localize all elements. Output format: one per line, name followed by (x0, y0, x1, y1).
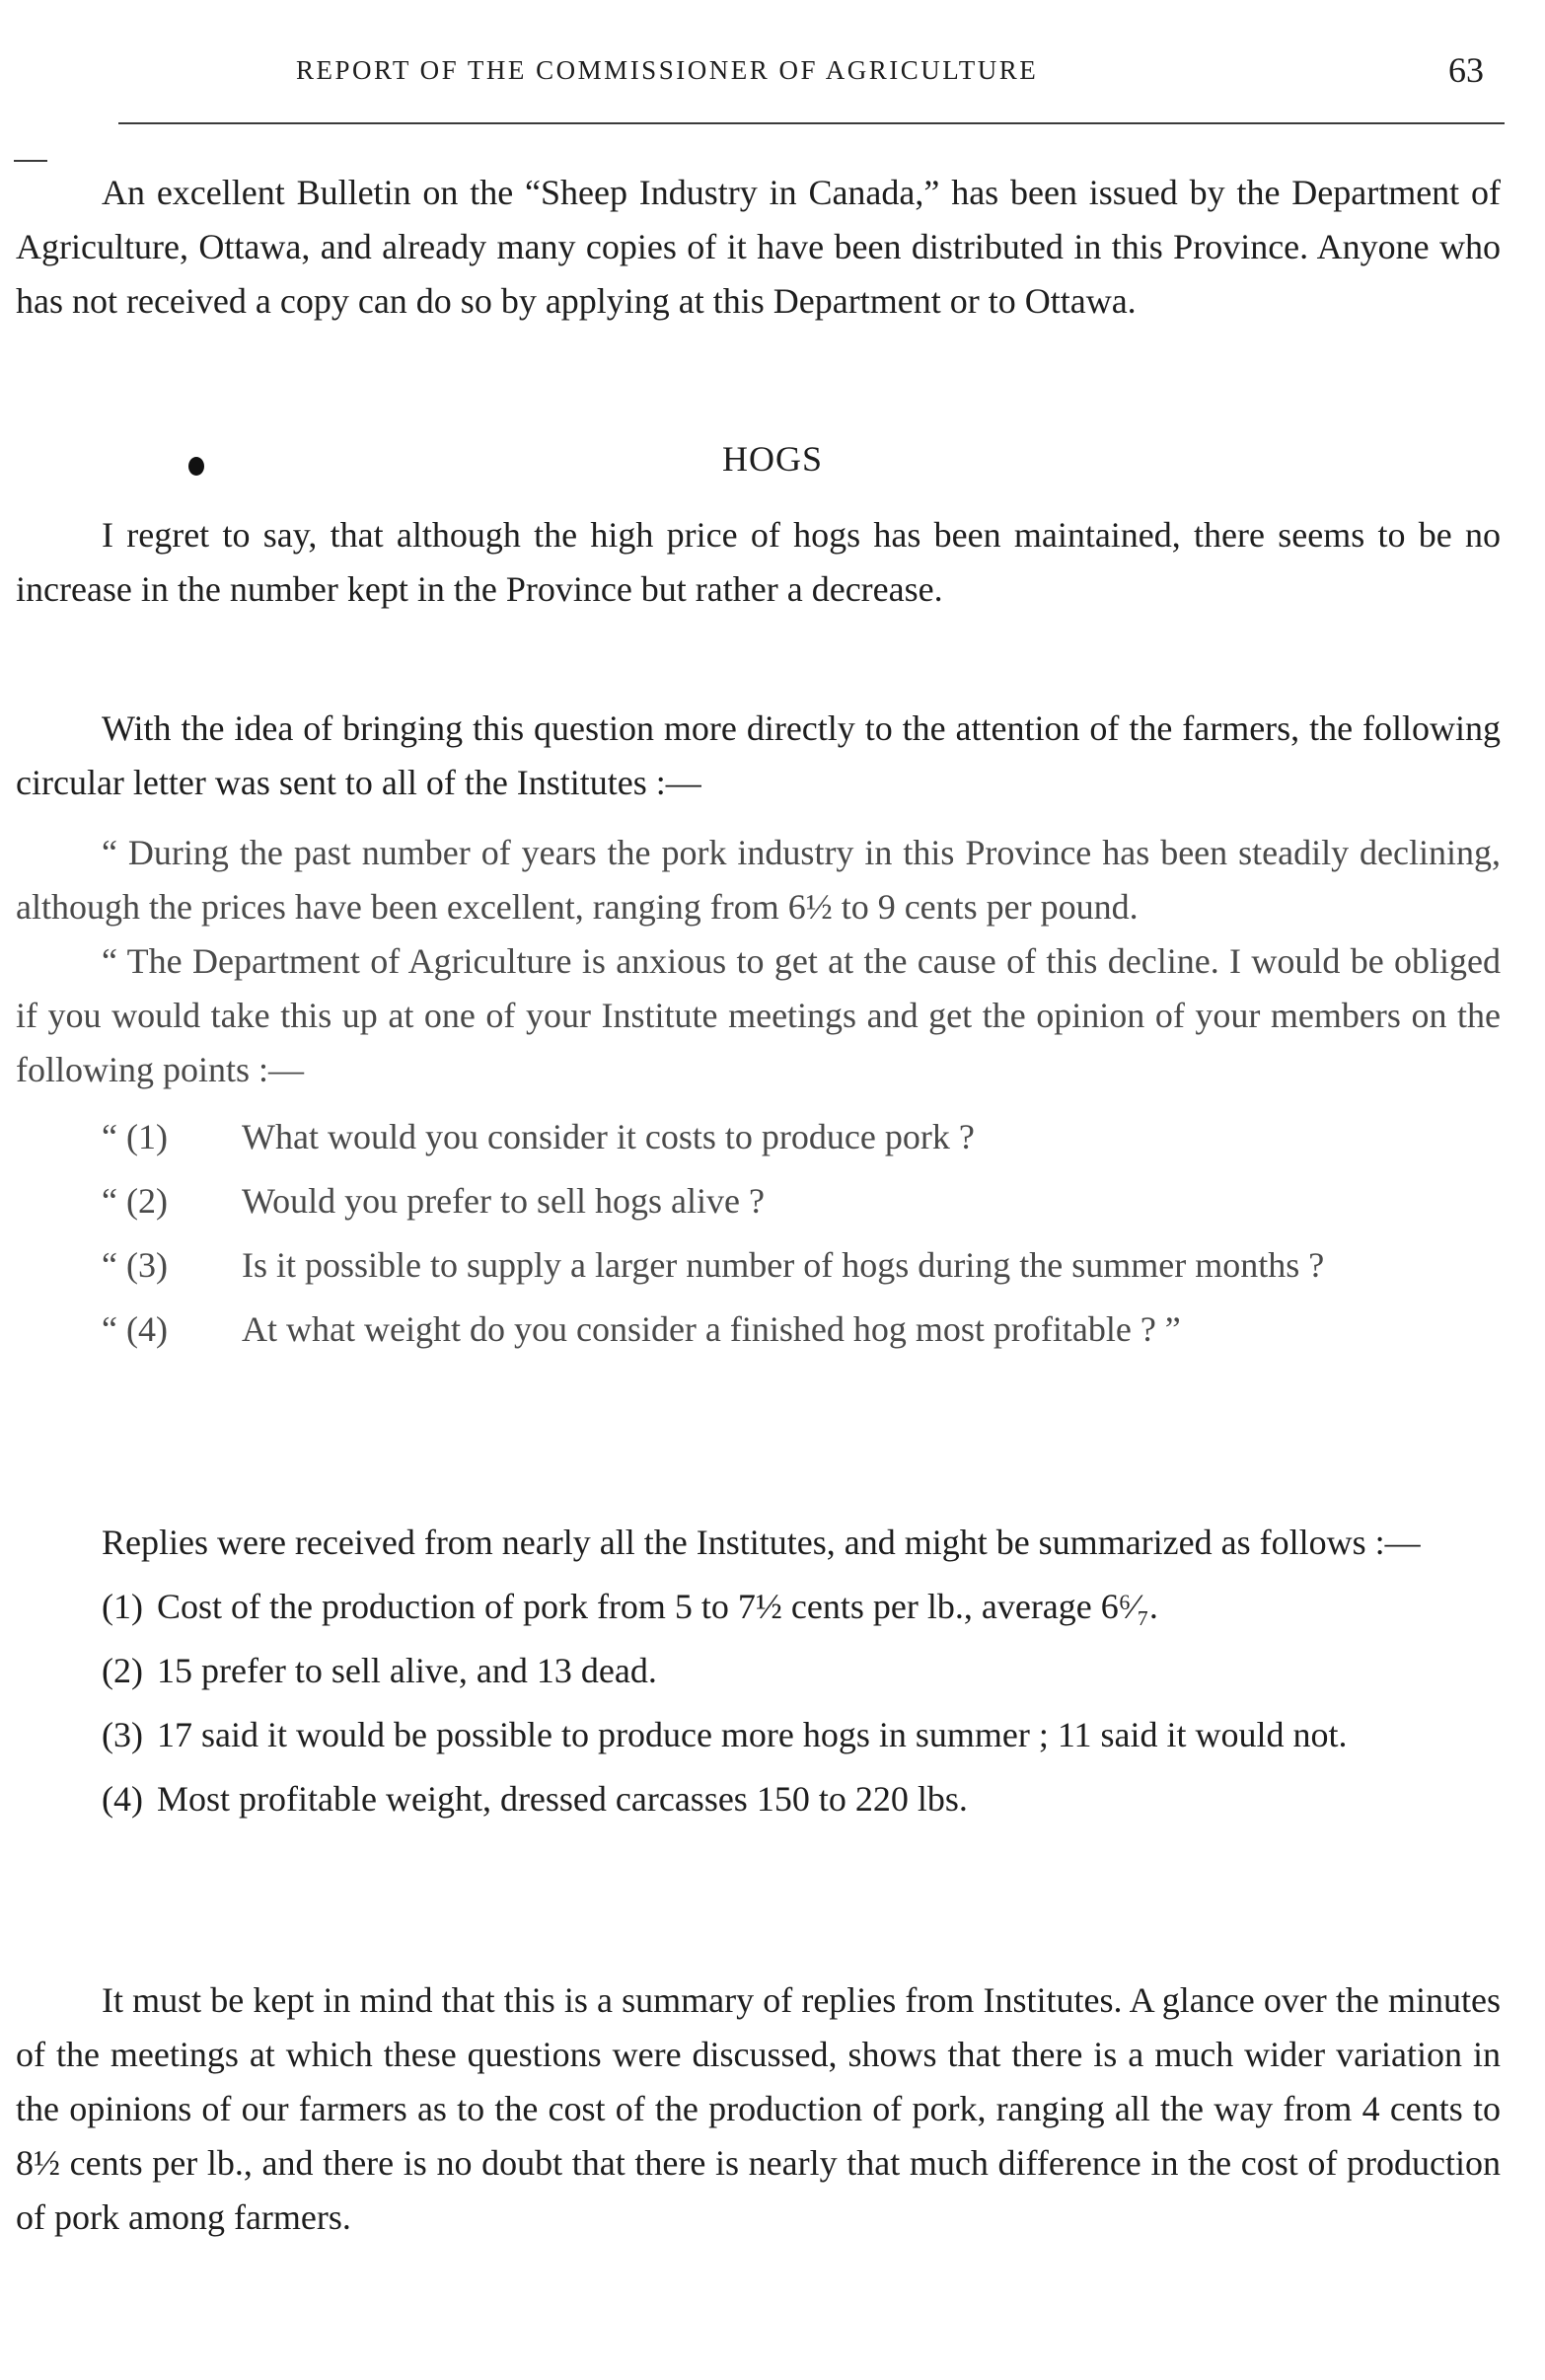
replies-intro: Replies were received from nearly all the Institutes, and might be summarized as follows :— (102, 1523, 1421, 1562)
reply-number: (3) (102, 1715, 143, 1754)
hogs-intro-paragraph (16, 508, 1501, 617)
page-number: 63 (1448, 50, 1484, 90)
hogs-paragraph-1: I regret to say, that although the high price of hogs has been maintained, there seems to be no increase in the number kept in the Province but rather a decrease. (16, 515, 1501, 609)
reply-text: Cost of the production of pork from 5 to 7½ cents per lb., average 6⁶⁄₇. (157, 1587, 1158, 1626)
letter-paragraph-2: “ The Department of Agriculture is anxious to get at the cause of this decline. I would be obliged if you would take this up at one of your Institute meetings and get the opinion of your members on the following points :— (16, 941, 1501, 1089)
replies-section (16, 1516, 1501, 1826)
question-item (16, 1302, 1501, 1357)
running-title: REPORT OF THE COMMISSIONER OF AGRICULTURE (296, 55, 1039, 85)
question-text: Would you prefer to sell hogs alive ? (242, 1181, 765, 1221)
question-item (16, 1174, 1501, 1228)
circular-intro (16, 702, 1501, 810)
closing-paragraph: It must be kept in mind that this is a summary of replies from Institutes. A glance over the minutes of the meetings at which these questions were discussed, shows that there is a much wider variation in the opinions of our farmers as to the cost of the production of pork, ranging all the way from 4 cents to 8½ cents per lb., and there is no doubt that there is nearly that much difference in the cost of production of pork among farmers. (16, 1980, 1501, 2237)
question-number: “ (1) (102, 1117, 168, 1156)
sheep-section (16, 166, 1501, 329)
question-text: Is it possible to supply a larger number of hogs during the summer months ? (242, 1245, 1325, 1285)
question-text: What would you consider it costs to produce pork ? (242, 1117, 975, 1156)
reply-number: (2) (102, 1651, 143, 1690)
reply-item (16, 1644, 1501, 1698)
reply-item (16, 1708, 1501, 1762)
margin-dash (14, 160, 47, 162)
reply-number: (4) (102, 1779, 143, 1819)
reply-text: 15 prefer to sell alive, and 13 dead. (157, 1651, 657, 1690)
reply-text: 17 said it would be possible to produce more hogs in summer ; 11 said it would not. (157, 1715, 1348, 1754)
reply-item (16, 1580, 1501, 1634)
question-item (16, 1110, 1501, 1164)
question-number: “ (3) (102, 1245, 168, 1285)
question-number: “ (4) (102, 1309, 168, 1349)
reply-item (16, 1772, 1501, 1826)
letter-paragraph-1: “ During the past number of years the pork industry in this Province has been steadily declining, although the prices have been excellent, ranging from 6½ to 9 cents per pound. (16, 833, 1501, 927)
closing-section (16, 1973, 1501, 2245)
circular-letter (16, 826, 1501, 1357)
header-rule (118, 122, 1505, 124)
reply-number: (1) (102, 1587, 143, 1626)
section-heading-hogs: HOGS (721, 439, 823, 479)
running-header (0, 50, 1545, 105)
question-number: “ (2) (102, 1181, 168, 1221)
sheep-paragraph: An excellent Bulletin on the “Sheep Industry in Canada,” has been issued by the Department of Agriculture, Ottawa, and already many copies of it have been distributed in this Province. Anyone who has not received a copy can do so by applying at this Department or to Ottawa. (16, 173, 1501, 321)
question-item (16, 1238, 1501, 1293)
hogs-paragraph-2: With the idea of bringing this question more directly to the attention of the farmers, the following circular letter was sent to all of the Institutes :— (16, 708, 1501, 802)
reply-text: Most profitable weight, dressed carcasses 150 to 220 lbs. (157, 1779, 968, 1819)
question-text: At what weight do you consider a finished hog most profitable ? ” (242, 1309, 1181, 1349)
